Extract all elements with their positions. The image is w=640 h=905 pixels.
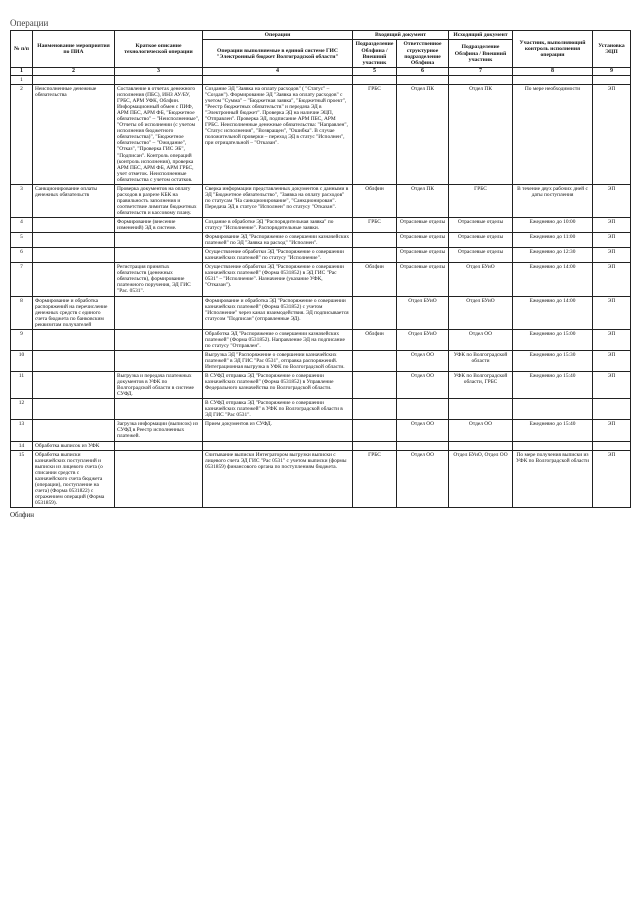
header-outgoing-group: Исходящий документ — [449, 31, 513, 40]
row-deadline — [513, 399, 593, 420]
row-event — [33, 372, 115, 399]
row-signature: ЭП — [593, 248, 631, 263]
row-number: 7 — [11, 263, 33, 296]
header-in-unit: Подразделение Облфина / Внешний участник — [353, 40, 397, 68]
row-responsible-unit: Отраслевые отделы — [397, 248, 449, 263]
row-brief — [115, 296, 203, 329]
page-top-label: Операции — [10, 18, 49, 28]
row-brief: Составление в отчетах денежного исполнения (ПБС), ИНЗ АУ/БУ, ГРБС, АРМ УФК, Облфин. Информационный обмен с ПИФ, АРМ ПБС, АРМ ФБ, "Бюджетное обязательство" – "Неисполненные", "Отчеты об исполнении (с учетом исполнения бюджетного обязательства)", "Бюджетное обязательство" – "Ожидание", "Отказ", "Проверка ГИС ЭБ", "Подписан". Контроль операций (контроль исполнения), проверка АРМ ПБС, АРМ ФБ, АРМ ГРБС, учет отметок. Неисполненные обязательства с учетом остатков. — [115, 85, 203, 185]
row-signature: ЭП — [593, 218, 631, 233]
col-number: 3 — [115, 68, 203, 76]
row-signature: ЭП — [593, 233, 631, 248]
row-incoming-unit: ГРБС — [353, 218, 397, 233]
row-brief — [115, 399, 203, 420]
row-outgoing-unit: УФК по Волгоградской области, ГРБС — [449, 372, 513, 399]
table-row — [11, 218, 631, 233]
table-row — [11, 263, 631, 296]
row-brief: Регистрация принятых обязательств (денежных обязательств), формирование платежного поручения, ЭД ГИС "Рас. 0531". — [115, 263, 203, 296]
row-number: 9 — [11, 329, 33, 350]
row-outgoing-unit: УФК по Волгоградской области — [449, 350, 513, 371]
row-outgoing-unit: Отраслевые отделы — [449, 248, 513, 263]
row-operation-content — [203, 75, 353, 84]
table-row — [11, 248, 631, 263]
row-incoming-unit: Облфин — [353, 184, 397, 217]
row-responsible-unit: Отдел ОО — [397, 420, 449, 441]
operations-register-table — [10, 30, 631, 508]
row-signature — [593, 441, 631, 450]
row-number: 1 — [11, 75, 33, 84]
row-event — [33, 233, 115, 248]
col-number: 4 — [203, 68, 353, 76]
col-number: 9 — [593, 68, 631, 76]
row-number: 11 — [11, 372, 33, 399]
row-operation-content: В СУФД отправка ЭД "Распоряжение о совершении казначейских платежей" (Форма 0531852) в Управление Федерального казначейства по Волгоградской области. — [203, 372, 353, 399]
row-outgoing-unit: Отдел БУиО — [449, 263, 513, 296]
table-header-row-1 — [11, 31, 631, 40]
row-incoming-unit — [353, 350, 397, 371]
row-operation-content: Создание ЭД "Заявка на оплату расходов" ( "Статус" – "Создан"). Формирование ЭД "Заявка на оплату расходов" с учетом "Сумма" – "Бюджетная заявка", "Бюджетный проект", "Реестр бюджетных обязательств" и передача ЭД в "Электронный бюджет". Проверка ЭД на наличие ЭЦП, "Отправлен". Проверка ЭД, подписание АРМ ПБС, АРМ ГРБС. Неисполненные денежные обязательства: "Направлен", "Статус исполнения", "Возвращен", "Ошибка". В случае положительной проверки – переход ЭД в статус "Исполнен", при отрицательной – "Отказан". — [203, 85, 353, 185]
row-event — [33, 263, 115, 296]
table-row — [11, 350, 631, 371]
header-num: № п/п — [11, 31, 33, 68]
row-signature — [593, 75, 631, 84]
header-event: Наименование мероприятия по ПИА — [33, 31, 115, 68]
row-incoming-unit: Облфин — [353, 263, 397, 296]
row-brief: Формирование (внесение изменений) ЭД в системе. — [115, 218, 203, 233]
row-signature: ЭП — [593, 450, 631, 507]
row-incoming-unit — [353, 399, 397, 420]
header-signature: Установка ЭЦП — [593, 31, 631, 68]
row-deadline: Ежедневно до 15:40 — [513, 372, 593, 399]
row-operation-content: Прием документов из СУФД. — [203, 420, 353, 441]
row-event — [33, 399, 115, 420]
row-incoming-unit — [353, 248, 397, 263]
row-outgoing-unit: Отдел БУиО — [449, 296, 513, 329]
row-number: 12 — [11, 399, 33, 420]
row-brief — [115, 450, 203, 507]
row-event: Санкционирование оплаты денежных обязательств — [33, 184, 115, 217]
row-incoming-unit — [353, 372, 397, 399]
row-responsible-unit: Отдел ОО — [397, 450, 449, 507]
col-number: 6 — [397, 68, 449, 76]
table-row — [11, 399, 631, 420]
row-deadline: По мере получения выписки из УФК по Волгоградской области — [513, 450, 593, 507]
row-outgoing-unit: Отдел БУиО, Отдел ОО — [449, 450, 513, 507]
header-brief: Краткое описание технологической операции — [115, 31, 203, 68]
row-incoming-unit: ГРБС — [353, 85, 397, 185]
footer-note: Облфин — [10, 510, 34, 519]
row-number: 5 — [11, 233, 33, 248]
row-responsible-unit: Отдел БУиО — [397, 329, 449, 350]
row-incoming-unit — [353, 441, 397, 450]
row-deadline: Ежедневно до 14:00 — [513, 296, 593, 329]
table-row — [11, 85, 631, 185]
row-responsible-unit — [397, 399, 449, 420]
row-incoming-unit — [353, 75, 397, 84]
row-incoming-unit: ГРБС — [353, 450, 397, 507]
table-row — [11, 372, 631, 399]
row-brief — [115, 75, 203, 84]
row-incoming-unit — [353, 233, 397, 248]
row-brief — [115, 248, 203, 263]
row-outgoing-unit: Отдел ПК — [449, 85, 513, 185]
row-event: Неисполненные денежные обязательства — [33, 85, 115, 185]
table-row — [11, 441, 631, 450]
row-responsible-unit — [397, 75, 449, 84]
row-outgoing-unit: Отдел ОО — [449, 420, 513, 441]
column-number-row — [11, 68, 631, 76]
row-brief: Выгрузка и передача платежных документов в УФК по Волгоградской области в системе СУФД. — [115, 372, 203, 399]
row-outgoing-unit: Отраслевые отделы — [449, 218, 513, 233]
row-responsible-unit — [397, 441, 449, 450]
row-signature: ЭП — [593, 263, 631, 296]
row-signature: ЭП — [593, 420, 631, 441]
row-operation-content: Создание в обработке ЭД "Распорядительная заявка" по статусу "Исполнение". Распорядительные заявки. — [203, 218, 353, 233]
col-number: 2 — [33, 68, 115, 76]
row-brief — [115, 329, 203, 350]
row-deadline: Ежедневно до 15:40 — [513, 420, 593, 441]
row-event: Обработка выписок из УФК — [33, 441, 115, 450]
row-signature: ЭП — [593, 85, 631, 185]
row-number: 3 — [11, 184, 33, 217]
row-signature: ЭП — [593, 350, 631, 371]
row-signature: ЭП — [593, 372, 631, 399]
table-row — [11, 184, 631, 217]
row-brief — [115, 350, 203, 371]
row-deadline — [513, 75, 593, 84]
table-row — [11, 296, 631, 329]
row-operation-content: Обработка ЭД "Распоряжение о совершении казначейских платежей" (Форма 0531852). Направление ЭД на подписание по статусу "Отправлен". — [203, 329, 353, 350]
row-operation-content: Формирование ЭД "Распоряжение о совершении казначейских платежей" по ЭД "Заявка на расход" "Исполнен". — [203, 233, 353, 248]
row-number: 6 — [11, 248, 33, 263]
row-outgoing-unit: Отдел ОО — [449, 329, 513, 350]
row-number: 8 — [11, 296, 33, 329]
row-responsible-unit: Отраслевые отделы — [397, 263, 449, 296]
row-responsible-unit: Отдел ПК — [397, 184, 449, 217]
header-op-content: Операции выполняемые в единой системе ГИС "Электронный бюджет Волгоградской области" — [203, 40, 353, 68]
row-operation-content: Осуществление обработки ЭД "Распоряжение о совершении казначейских платежей" по статусу "Исполнение". — [203, 248, 353, 263]
row-number: 2 — [11, 85, 33, 185]
col-number: 8 — [513, 68, 593, 76]
row-event: Формирование и обработка распоряжений на перечисление денежных средств с единого счета бюджета по банковским реквизитам получателей — [33, 296, 115, 329]
row-incoming-unit — [353, 420, 397, 441]
row-outgoing-unit — [449, 441, 513, 450]
row-deadline: Ежедневно до 10:00 — [513, 218, 593, 233]
header-operations-group: Операции — [203, 31, 353, 40]
table-row — [11, 420, 631, 441]
row-signature: ЭП — [593, 184, 631, 217]
row-deadline: Ежедневно до 11:00 — [513, 233, 593, 248]
col-number: 5 — [353, 68, 397, 76]
header-in-responsible: Ответственное структурное подразделение Облфина — [397, 40, 449, 68]
row-outgoing-unit — [449, 399, 513, 420]
row-number: 14 — [11, 441, 33, 450]
row-event: Обработка выписки казначейских поступлений и выписки из лицевого счета (о списании средств с казначейского счета бюджета (операции), поступление на счета) (Форма 0531822) с отражением операций (Форма 0531859). — [33, 450, 115, 507]
row-number: 15 — [11, 450, 33, 507]
row-incoming-unit: Облфин — [353, 329, 397, 350]
row-event — [33, 350, 115, 371]
row-deadline — [513, 441, 593, 450]
table-row — [11, 329, 631, 350]
row-responsible-unit: Отраслевые отделы — [397, 233, 449, 248]
col-number: 1 — [11, 68, 33, 76]
table-row — [11, 233, 631, 248]
row-operation-content — [203, 441, 353, 450]
row-responsible-unit: Отдел ОО — [397, 350, 449, 371]
row-outgoing-unit: Отраслевые отделы — [449, 233, 513, 248]
row-number: 4 — [11, 218, 33, 233]
row-operation-content: Формирование и обработка ЭД "Распоряжение о совершении казначейских платежей" (Форма 0531852) с учетом "Исполнение" через канал взаимодействия. ЭД подписывается статусом "Подписан" (отправленные ЭД). — [203, 296, 353, 329]
row-operation-content: Считывание выписки Интегратором выгрузки выписки с лицевого счета ЭД ГИС "Рас 0531" с учетом выписки (формы 0531859) финансового органа по поступлениям бюджета. — [203, 450, 353, 507]
row-deadline: По мере необходимости — [513, 85, 593, 185]
row-responsible-unit: Отдел БУиО — [397, 296, 449, 329]
row-signature — [593, 399, 631, 420]
row-number: 10 — [11, 350, 33, 371]
header-control: Участник, выполняющий контроль исполнения операции — [513, 31, 593, 68]
row-deadline: Ежедневно до 14:00 — [513, 263, 593, 296]
row-deadline: Ежедневно до 15:00 — [513, 329, 593, 350]
row-responsible-unit: Отраслевые отделы — [397, 218, 449, 233]
header-incoming-group: Входящий документ — [353, 31, 449, 40]
row-event — [33, 75, 115, 84]
row-responsible-unit: Отдел ПК — [397, 85, 449, 185]
row-responsible-unit: Отдел ОО — [397, 372, 449, 399]
row-event — [33, 420, 115, 441]
row-operation-content: Сверка информации представленных документов с данными в ЭД "Бюджетное обязательство", "Заявка на оплату расходов" по статусам "На санкционирование", "Санкционирован". Передача ЭД в статусе "Исполнен" по статусу "Отказан". — [203, 184, 353, 217]
row-incoming-unit — [353, 296, 397, 329]
row-deadline: Ежедневно до 12:30 — [513, 248, 593, 263]
row-brief — [115, 441, 203, 450]
row-deadline: Ежедневно до 15:30 — [513, 350, 593, 371]
row-deadline: В течение двух рабочих дней с даты поступления — [513, 184, 593, 217]
table-row — [11, 75, 631, 84]
row-outgoing-unit — [449, 75, 513, 84]
row-signature: ЭП — [593, 329, 631, 350]
row-number: 13 — [11, 420, 33, 441]
row-operation-content: В СУФД отправка ЭД "Распоряжение о совершении казначейских платежей" в УФК по Волгоградской области в ЭД ГИС "Рас 0531". — [203, 399, 353, 420]
row-event — [33, 218, 115, 233]
row-event — [33, 248, 115, 263]
row-outgoing-unit: ГРБС — [449, 184, 513, 217]
row-operation-content: Осуществление обработки ЭД "Распоряжение о совершении казначейских платежей" (Форма 0531852) в ЭД ГИС "Рас 0531" – "Исполнение". Назначение (указание УФК, "Отказан"). — [203, 263, 353, 296]
table-row — [11, 450, 631, 507]
row-signature: ЭП — [593, 296, 631, 329]
row-brief: Загрузка информации (выписок) из СУФД в Реестр исполненных платежей. — [115, 420, 203, 441]
col-number: 7 — [449, 68, 513, 76]
row-operation-content: Выгрузка ЭД "Распоряжение о совершении казначейских платежей" в ЭД ГИС "Рас 0531", отправка распоряжений. Интеграционная выгрузка в УФК по Волгоградской области. — [203, 350, 353, 371]
header-out-unit: Подразделение Облфина / Внешний участник — [449, 40, 513, 68]
row-event — [33, 329, 115, 350]
row-brief: Проверка документов на оплату расходов в разрезе КБК на правильность заполнения и соответствие лимитам бюджетных обязательств и кассовому плану. — [115, 184, 203, 217]
row-brief — [115, 233, 203, 248]
table-body — [11, 75, 631, 507]
